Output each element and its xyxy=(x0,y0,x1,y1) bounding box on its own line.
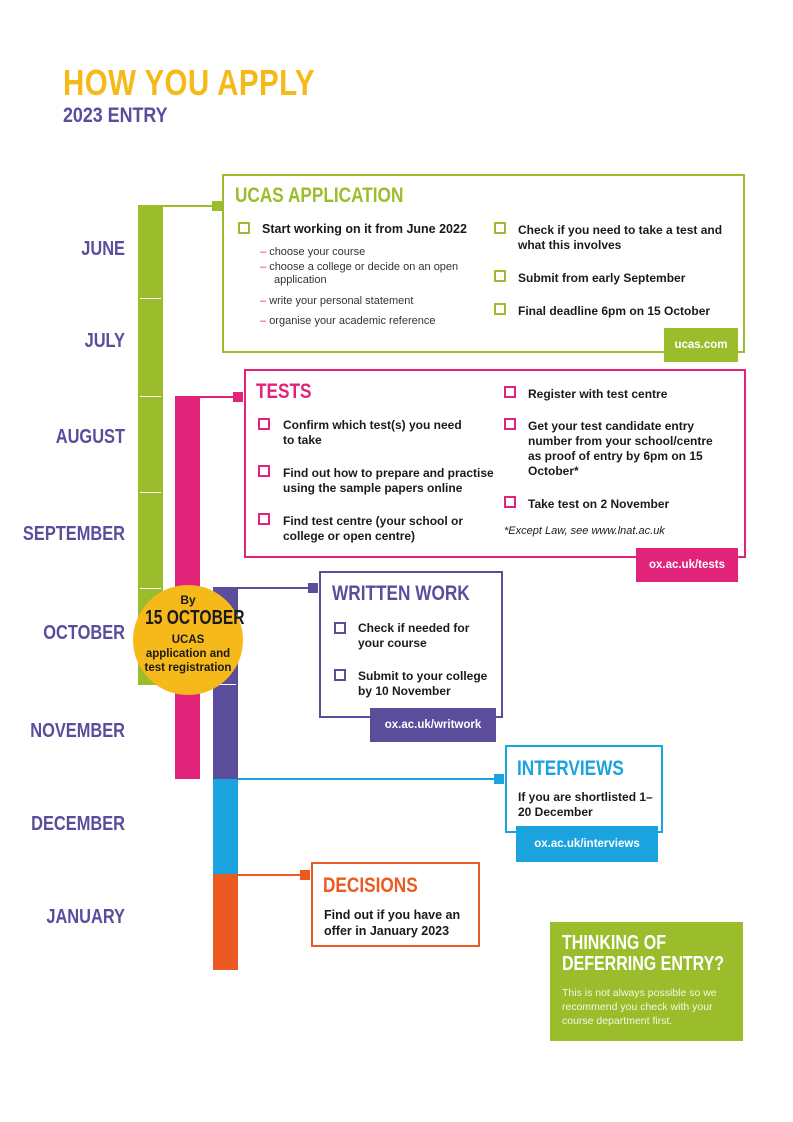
timeline-divider xyxy=(140,492,161,493)
connector-tests xyxy=(200,396,236,398)
interviews-box xyxy=(505,745,663,833)
interviews-text: If you are shortlisted 1–20 December xyxy=(518,790,653,819)
written-work-box xyxy=(319,571,503,718)
deferring-text: This is not always possible so we recommend you check with your course department first. xyxy=(562,987,717,1027)
deferring-box xyxy=(550,922,743,1041)
ucas-link[interactable]: ucas.com xyxy=(664,328,738,362)
month-january: JANUARY xyxy=(46,906,125,928)
connector-decisions xyxy=(238,874,302,876)
tests-confirm: Confirm which test(s) you need to take xyxy=(283,418,462,447)
timeline-bar-decisions xyxy=(213,874,238,970)
tests-box xyxy=(244,369,746,558)
ucas-sub-item: – choose your course xyxy=(260,246,366,258)
connector-ucas-dot xyxy=(212,201,222,211)
checkbox-icon xyxy=(504,386,516,398)
ucas-application-box xyxy=(222,174,745,353)
written-check: Check if needed for your course xyxy=(358,621,470,650)
month-july: JULY xyxy=(84,330,125,352)
timeline-bar-interviews xyxy=(213,779,238,874)
tests-candidate-number: Get your test candidate entry number from your school/centre as proof of entry by 6pm on 15 October* xyxy=(528,419,713,478)
timeline-divider xyxy=(140,298,161,299)
month-august: AUGUST xyxy=(55,426,125,448)
checkbox-icon xyxy=(494,270,506,282)
checkbox-icon xyxy=(334,622,346,634)
connector-written-work-dot xyxy=(308,583,318,593)
deadline-by: By xyxy=(180,593,196,607)
checkbox-icon xyxy=(494,303,506,315)
ucas-sub-item: – choose a college or decide on an open application xyxy=(260,261,459,286)
month-october: OCTOBER xyxy=(43,622,125,644)
page-subtitle: 2023 ENTRY xyxy=(63,104,168,127)
timeline-divider xyxy=(140,588,161,589)
tests-register: Register with test centre xyxy=(528,387,668,401)
connector-written-work xyxy=(238,587,311,589)
interviews-title: INTERVIEWS xyxy=(517,757,624,780)
tests-note: *Except Law, see www.lnat.ac.uk xyxy=(504,525,665,537)
checkbox-icon xyxy=(258,513,270,525)
timeline-divider xyxy=(140,396,161,397)
checkbox-icon xyxy=(494,222,506,234)
page-title: HOW YOU APPLY xyxy=(63,62,315,103)
checkbox-icon xyxy=(258,465,270,477)
ucas-sub-item: – organise your academic reference xyxy=(260,315,436,327)
deadline-date: 15 OCTOBER xyxy=(145,607,245,629)
connector-interviews-dot xyxy=(494,774,504,784)
tests-link[interactable]: ox.ac.uk/tests xyxy=(636,548,738,582)
written-work-link[interactable]: ox.ac.uk/writwork xyxy=(370,708,496,742)
month-june: JUNE xyxy=(81,238,125,260)
deadline-badge xyxy=(133,585,243,695)
checkbox-icon xyxy=(238,222,250,234)
connector-decisions-dot xyxy=(300,870,310,880)
checkbox-icon xyxy=(334,669,346,681)
decisions-box xyxy=(311,862,480,947)
checkbox-icon xyxy=(504,496,516,508)
tests-find-centre: Find test centre (your school or college or open centre) xyxy=(283,514,464,543)
tests-take-test: Take test on 2 November xyxy=(528,497,670,511)
ucas-deadline: Final deadline 6pm on 15 October xyxy=(518,304,711,318)
ucas-check-test: Check if you need to take a test and what this involves xyxy=(518,223,723,252)
month-september: SEPTEMBER xyxy=(22,523,126,545)
deadline-text: UCAS application and test registration xyxy=(144,634,232,674)
written-submit: Submit to your college by 10 November xyxy=(358,669,488,698)
ucas-submit: Submit from early September xyxy=(518,271,686,285)
decisions-title: DECISIONS xyxy=(323,874,418,897)
interviews-link[interactable]: ox.ac.uk/interviews xyxy=(516,826,658,862)
deferring-title: THINKING OF DEFERRING ENTRY? xyxy=(562,932,725,975)
ucas-start: Start working on it from June 2022 xyxy=(262,222,467,236)
checkbox-icon xyxy=(504,418,516,430)
written-work-title: WRITTEN WORK xyxy=(332,582,470,605)
decisions-text: Find out if you have an offer in January 2023 xyxy=(324,908,461,938)
ucas-sub-item: – write your personal statement xyxy=(260,295,414,307)
tests-title: TESTS xyxy=(256,380,312,403)
month-december: DECEMBER xyxy=(31,813,125,835)
ucas-title: UCAS APPLICATION xyxy=(235,184,404,207)
tests-prepare: Find out how to prepare and practise using the sample papers online xyxy=(283,466,494,495)
connector-tests-dot xyxy=(233,392,243,402)
checkbox-icon xyxy=(258,418,270,430)
connector-ucas xyxy=(163,205,215,207)
connector-interviews xyxy=(238,778,496,780)
month-november: NOVEMBER xyxy=(30,720,125,742)
